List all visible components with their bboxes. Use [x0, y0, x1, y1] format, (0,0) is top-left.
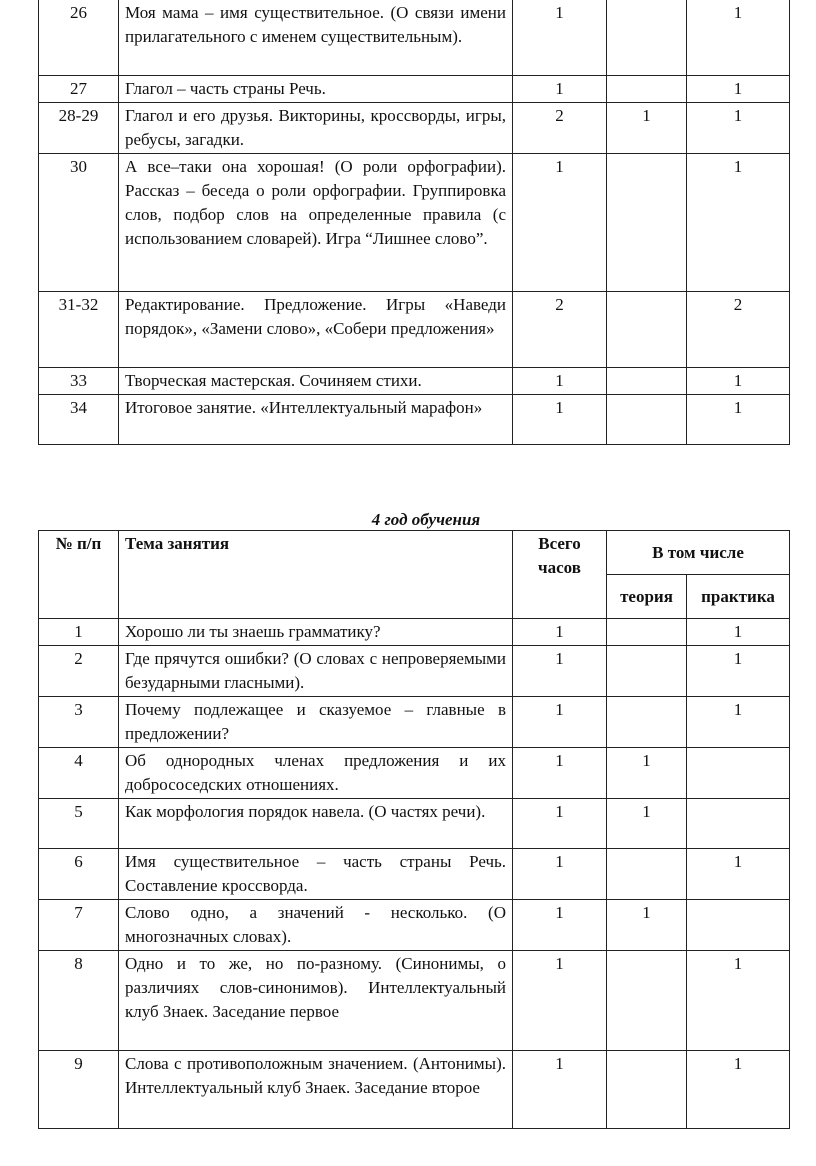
theory-hours — [607, 76, 687, 103]
theory-hours: 1 — [607, 748, 687, 799]
practice-hours: 1 — [687, 368, 790, 395]
header-theory: теория — [607, 575, 687, 619]
theory-hours — [607, 395, 687, 445]
theory-hours — [607, 0, 687, 76]
practice-hours — [687, 748, 790, 799]
table-row — [39, 395, 790, 445]
lesson-topic: Редактирование. Предложение. Игры «Наведи порядок», «Замени слово», «Собери предложения» — [119, 292, 513, 368]
theory-hours — [607, 619, 687, 646]
table-row — [39, 103, 790, 154]
table-row — [39, 619, 790, 646]
practice-hours: 1 — [687, 103, 790, 154]
practice-hours — [687, 900, 790, 951]
header-row — [39, 531, 790, 575]
lesson-number: 1 — [39, 619, 119, 646]
total-hours: 1 — [513, 619, 607, 646]
lesson-number: 8 — [39, 951, 119, 1051]
total-hours: 1 — [513, 900, 607, 951]
lesson-topic: Почему подлежащее и сказуемое – главные в предложении? — [119, 697, 513, 748]
total-hours: 1 — [513, 395, 607, 445]
table-row — [39, 646, 790, 697]
header-topic: Тема занятия — [119, 531, 513, 619]
lesson-topic: Слово одно, а значений - несколько. (О многозначных словах). — [119, 900, 513, 951]
lesson-number: 2 — [39, 646, 119, 697]
lesson-topic: Хорошо ли ты знаешь грамматику? — [119, 619, 513, 646]
lesson-topic: Творческая мастерская. Сочиняем стихи. — [119, 368, 513, 395]
practice-hours: 1 — [687, 697, 790, 748]
lesson-number: 31-32 — [39, 292, 119, 368]
total-hours: 1 — [513, 154, 607, 292]
total-hours: 2 — [513, 292, 607, 368]
section-heading: 4 год обучения — [371, 510, 481, 529]
lesson-number: 5 — [39, 799, 119, 849]
lesson-topic: А все–таки она хорошая! (О роли орфографии). Рассказ – беседа о роли орфографии. Группировка слов, подбор слов на определенные правила (с использованием словарей). Игра “Лишнее слово”. — [119, 154, 513, 292]
lesson-number: 3 — [39, 697, 119, 748]
lesson-topic: Где прячутся ошибки? (О словах с непроверяемыми безударными гласными). — [119, 646, 513, 697]
total-hours: 1 — [513, 76, 607, 103]
practice-hours: 1 — [687, 619, 790, 646]
theory-hours — [607, 646, 687, 697]
lesson-number: 34 — [39, 395, 119, 445]
lesson-topic: Имя существительное – часть страны Речь. Составление кроссворда. — [119, 849, 513, 900]
table-row — [39, 799, 790, 849]
lessons-table-year4 — [38, 530, 790, 1129]
theory-hours — [607, 292, 687, 368]
theory-hours — [607, 951, 687, 1051]
table-row — [39, 0, 790, 76]
table-row — [39, 697, 790, 748]
lesson-topic: Глагол – часть страны Речь. — [119, 76, 513, 103]
practice-hours: 1 — [687, 849, 790, 900]
lesson-topic: Глагол и его друзья. Викторины, кроссворды, игры, ребусы, загадки. — [119, 103, 513, 154]
total-hours: 2 — [513, 103, 607, 154]
practice-hours: 1 — [687, 395, 790, 445]
practice-hours: 1 — [687, 0, 790, 76]
total-hours: 1 — [513, 0, 607, 76]
lesson-number: 33 — [39, 368, 119, 395]
lesson-number: 26 — [39, 0, 119, 76]
table-row — [39, 748, 790, 799]
header-practice: практика — [687, 575, 790, 619]
header-number: № п/п — [39, 531, 119, 619]
lesson-topic: Одно и то же, но по-разному. (Синонимы, о различиях слов-синонимов). Интеллектуальный клуб Знаек. Заседание первое — [119, 951, 513, 1051]
theory-hours — [607, 1051, 687, 1129]
header-including: В том числе — [607, 531, 790, 575]
practice-hours: 1 — [687, 76, 790, 103]
lesson-topic: Слова с противоположным значением. (Антонимы). Интеллектуальный клуб Знаек. Заседание второе — [119, 1051, 513, 1129]
theory-hours — [607, 849, 687, 900]
theory-hours: 1 — [607, 900, 687, 951]
practice-hours: 2 — [687, 292, 790, 368]
total-hours: 1 — [513, 368, 607, 395]
total-hours: 1 — [513, 799, 607, 849]
lesson-number: 9 — [39, 1051, 119, 1129]
practice-hours: 1 — [687, 646, 790, 697]
practice-hours: 1 — [687, 951, 790, 1051]
table-row — [39, 1051, 790, 1129]
total-hours: 1 — [513, 951, 607, 1051]
lesson-topic: Об однородных членах предложения и их добрососедских отношениях. — [119, 748, 513, 799]
total-hours: 1 — [513, 697, 607, 748]
table-row — [39, 849, 790, 900]
lesson-number: 27 — [39, 76, 119, 103]
table-row — [39, 292, 790, 368]
total-hours: 1 — [513, 1051, 607, 1129]
table-row — [39, 76, 790, 103]
total-hours: 1 — [513, 646, 607, 697]
theory-hours: 1 — [607, 799, 687, 849]
theory-hours — [607, 154, 687, 292]
table-row — [39, 154, 790, 292]
practice-hours: 1 — [687, 154, 790, 292]
theory-hours — [607, 697, 687, 748]
total-hours: 1 — [513, 748, 607, 799]
lesson-number: 6 — [39, 849, 119, 900]
practice-hours: 1 — [687, 1051, 790, 1129]
total-hours: 1 — [513, 849, 607, 900]
practice-hours — [687, 799, 790, 849]
lesson-topic: Моя мама – имя существительное. (О связи имени прилагательного с именем существительным). — [119, 0, 513, 76]
lessons-table-continued — [38, 0, 790, 445]
lesson-topic: Как морфология порядок навела. (О частях речи). — [119, 799, 513, 849]
table-row — [39, 900, 790, 951]
lesson-number: 4 — [39, 748, 119, 799]
table-row — [39, 368, 790, 395]
theory-hours — [607, 368, 687, 395]
table-row — [39, 951, 790, 1051]
lesson-number: 7 — [39, 900, 119, 951]
lesson-topic: Итоговое занятие. «Интеллектуальный марафон» — [119, 395, 513, 445]
header-total-hours: Всего часов — [513, 531, 607, 619]
lesson-number: 30 — [39, 154, 119, 292]
lesson-number: 28-29 — [39, 103, 119, 154]
theory-hours: 1 — [607, 103, 687, 154]
